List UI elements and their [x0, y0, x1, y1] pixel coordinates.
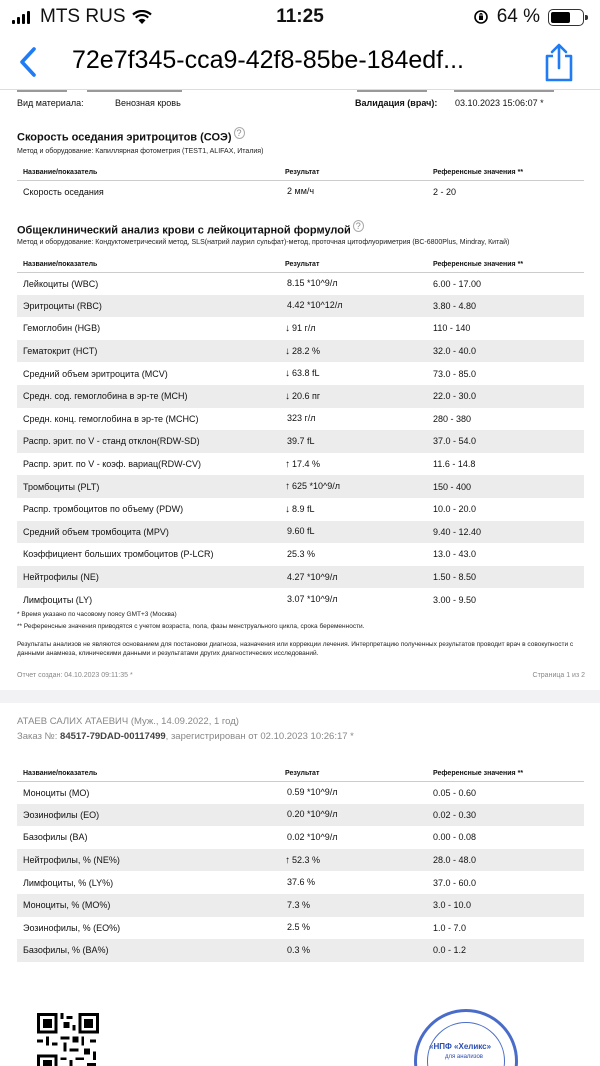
status-bar [0, 0, 600, 36]
parameter-name: Тромбоциты (PLT) [17, 475, 279, 498]
reference-range: 3.00 - 9.50 [433, 594, 477, 605]
reference-range: 280 - 380 [433, 413, 472, 424]
result-value: 63.8 fL [292, 368, 320, 379]
parameter-name: Распр. эрит. по V - коэф. вариац(RDW-CV) [23, 459, 201, 470]
page-number: Страница 1 из 2 [532, 672, 585, 679]
report-created: Отчет создан: 04.10.2023 09:11:35 * [17, 672, 133, 679]
column-header: Название/показатель [17, 258, 279, 272]
table-row [17, 939, 584, 962]
deviation-arrow-icon: ↑ [285, 854, 290, 866]
reference-range: 37.0 - 60.0 [433, 877, 477, 888]
parameter-name: Средний объем тромбоцита (MPV) [17, 521, 279, 544]
order-number: 84517-79DAD-00117499 [60, 731, 166, 742]
result-cell [279, 781, 427, 804]
result-cell [279, 180, 427, 203]
cbc-method: Метод и оборудование: Кондуктометрический метод, SLS(натрий лаурил сульфат)-метод, проточная цитофлуориметрия (BC-6800Plus, Mindray, Китай) [17, 239, 510, 246]
table-row [17, 475, 584, 498]
parameter-name: Базофилы, % (BA%) [17, 939, 279, 962]
table-row [17, 498, 584, 521]
result-cell [279, 871, 427, 894]
reference-range: 3.0 - 10.0 [427, 894, 584, 917]
result-value: 52.3 % [292, 854, 321, 865]
parameter-name: Нейтрофилы, % (NE%) [17, 849, 279, 872]
column-header: Название/показатель [17, 767, 279, 781]
reference-range: 32.0 - 40.0 [427, 340, 584, 363]
result-cell [279, 453, 427, 476]
info-icon[interactable]: ? [234, 127, 245, 139]
result-cell [279, 521, 427, 544]
report-page-2 [0, 703, 600, 1066]
parameter-name: Лимфоциты, % (LY%) [23, 877, 114, 888]
reference-range: 1.0 - 7.0 [433, 922, 467, 933]
reference-range: 0.02 - 0.30 [427, 804, 584, 827]
result-value: 323 г/л [287, 413, 316, 424]
result-cell [279, 894, 427, 917]
deviation-arrow-icon: ↓ [285, 503, 290, 515]
battery-percent: 64 % [496, 6, 540, 27]
result-value: 4.27 *10^9/л [287, 571, 338, 582]
reference-range: 37.0 - 54.0 [427, 430, 584, 453]
result-cell [279, 543, 427, 566]
column-header: Результат [279, 258, 427, 272]
reference-range: 22.0 - 30.0 [427, 385, 584, 408]
deviation-arrow-icon: ↓ [285, 390, 290, 402]
result-cell [279, 849, 427, 872]
reference-range: 0.05 - 0.60 [433, 787, 477, 798]
result-cell [279, 295, 427, 318]
table-body [17, 781, 584, 962]
reference-range: 11.6 - 14.8 [433, 459, 476, 470]
result-value: 20.6 пг [292, 390, 321, 401]
result-value: 9.60 fL [287, 526, 315, 537]
orientation-lock-icon [473, 9, 489, 25]
table-row [17, 453, 584, 476]
order-info: Заказ №: 84517-79DAD-00117499, зарегистрирован от 02.10.2023 10:26:17 * [17, 731, 354, 742]
parameter-name: Средн. конц. гемоглобина в эр-те (MCHC) [23, 413, 199, 424]
result-value: 7.3 % [287, 899, 311, 910]
parameter-name: Распр. эрит. по V - станд отклон(RDW-SD) [17, 430, 279, 453]
column-header: Название/показатель [17, 166, 279, 180]
deviation-arrow-icon: ↓ [285, 368, 290, 380]
result-value: 3.07 *10^9/л [287, 594, 338, 605]
table-header [17, 767, 584, 781]
parameter-name: Распр. тромбоцитов по объему (PDW) [23, 504, 184, 515]
table-row [17, 362, 584, 385]
table-row [17, 588, 584, 611]
result-cell [279, 340, 427, 363]
stamp-subtitle: для анализов [445, 1054, 483, 1060]
clock: 11:25 [276, 6, 324, 27]
table-row [17, 340, 584, 363]
result-cell [279, 408, 427, 431]
result-value: 0.3 % [287, 944, 311, 955]
patient-info: АТАЕВ САЛИХ АТАЕВИЧ (Муж., 14.09.2022, 1 год) [17, 716, 239, 727]
cropped-header-line [17, 90, 577, 94]
parameter-name: Средний объем эритроцита (MCV) [23, 368, 168, 379]
result-value: 2.5 % [287, 922, 311, 933]
column-header: Референсные значения ** [427, 767, 584, 781]
parameter-name: Лейкоциты (WBC) [23, 278, 99, 289]
soe-section-title: Скорость оседания эритроцитов (СОЭ) ? [17, 128, 245, 144]
soe-method: Метод и оборудование: Капиллярная фотометрия (TEST1, ALIFAX, Италия) [17, 148, 264, 155]
result-value: 2 мм/ч [287, 186, 315, 197]
reference-range: 2 - 20 [433, 186, 457, 197]
back-icon[interactable] [12, 44, 46, 80]
parameter-name: Моноциты, % (MO%) [17, 894, 279, 917]
result-value: 17.4 % [292, 458, 321, 469]
disclaimer: Результаты анализов не являются основанием для постановки диагноза, назначения или коррекции лечения. Интерпретацию полученных результатов проводит врач в совокупности с данными анамнеза, клиническими данными и результатами других диагностических исследований. [17, 641, 574, 657]
result-value: 0.20 *10^9/л [287, 809, 338, 820]
result-value: 4.42 *10^12/л [287, 300, 343, 311]
column-header: Референсные значения ** [427, 166, 584, 180]
result-value: 28.2 % [292, 345, 321, 356]
validation-label: Валидация (врач): [355, 98, 438, 108]
parameter-name: Нейтрофилы (NE) [17, 566, 279, 589]
parameter-name: Эозинофилы, % (EO%) [23, 922, 121, 933]
table-row [17, 917, 584, 940]
result-value: 39.7 fL [287, 435, 315, 446]
footnote-timezone: * Время указано по часовому поясу GMT+3 (Москва) [17, 611, 177, 618]
info-icon[interactable]: ? [353, 220, 364, 232]
parameter-name: Базофилы (BA) [23, 832, 88, 843]
table-body [17, 180, 584, 203]
result-cell [279, 385, 427, 408]
carrier-name: MTS RUS [40, 6, 126, 27]
parameter-name: Эозинофилы (EO) [17, 804, 279, 827]
table-row [17, 521, 584, 544]
table-row [17, 180, 584, 203]
result-cell [279, 804, 427, 827]
result-cell [279, 475, 427, 498]
qr-code [37, 1013, 99, 1066]
table-header [17, 166, 584, 180]
result-value: 0.02 *10^9/л [287, 831, 338, 842]
navigation-bar [0, 36, 600, 90]
table-body [17, 272, 584, 611]
parameter-name: Скорость оседания [23, 186, 104, 197]
cbc-table [17, 258, 584, 611]
result-cell [279, 917, 427, 940]
result-cell [279, 498, 427, 521]
material-value: Венозная кровь [115, 98, 181, 108]
result-value: 625 *10^9/л [292, 481, 341, 492]
reference-range: 150 - 400 [427, 475, 584, 498]
table-row [17, 385, 584, 408]
column-header: Результат [279, 166, 427, 180]
reference-range: 110 - 140 [433, 323, 471, 334]
stamp-name: «НПФ «Хеликс» [429, 1042, 492, 1051]
material-label: Вид материала: [17, 98, 84, 108]
result-value: 8.15 *10^9/л [287, 278, 338, 289]
table-row [17, 849, 584, 872]
result-cell [279, 939, 427, 962]
table-row [17, 317, 584, 340]
cbc-section-title: Общеклинический анализ крови с лейкоцитарной формулой ? [17, 221, 364, 237]
result-value: 37.6 % [287, 877, 316, 888]
deviation-arrow-icon: ↓ [285, 345, 290, 357]
reference-range: 28.0 - 48.0 [427, 849, 584, 872]
reference-range: 9.40 - 12.40 [427, 521, 584, 544]
table-row [17, 781, 584, 804]
reference-range: 6.00 - 17.00 [433, 278, 482, 289]
table-row [17, 894, 584, 917]
result-value: 91 г/л [292, 322, 316, 333]
reference-range: 0.0 - 1.2 [427, 939, 584, 962]
result-value: 25.3 % [287, 548, 316, 559]
result-cell [279, 317, 427, 340]
table-row [17, 871, 584, 894]
reference-range: 3.80 - 4.80 [427, 295, 584, 318]
result-cell [279, 566, 427, 589]
table-row [17, 430, 584, 453]
parameter-name: Моноциты (MO) [23, 787, 90, 798]
result-cell [279, 272, 427, 295]
parameter-name: Гемоглобин (HGB) [23, 323, 101, 334]
table-row [17, 804, 584, 827]
parameter-name: Лимфоциты (LY) [23, 594, 93, 605]
validation-value: 03.10.2023 15:06:07 * [455, 98, 544, 108]
result-value: 0.59 *10^9/л [287, 787, 338, 798]
parameter-name: Коэффициент больших тромбоцитов (P-LCR) [23, 549, 214, 560]
footnote-reference: ** Референсные значения приводятся с учетом возраста, пола, фазы менструального цикла, срока беременности. [17, 623, 365, 630]
column-header: Результат [279, 767, 427, 781]
table-row [17, 295, 584, 318]
parameter-name: Эритроциты (RBC) [17, 295, 279, 318]
soe-table [17, 166, 584, 203]
column-header: Референсные значения ** [427, 258, 584, 272]
deviation-arrow-icon: ↑ [285, 481, 290, 493]
reference-range: 0.00 - 0.08 [433, 832, 477, 843]
reference-range: 13.0 - 43.0 [433, 549, 477, 560]
deviation-arrow-icon: ↓ [285, 322, 290, 334]
parameter-name: Средн. сод. гемоглобина в эр-те (MCH) [17, 385, 279, 408]
table-header [17, 258, 584, 272]
battery-level [551, 12, 570, 23]
table-row [17, 272, 584, 295]
battery-icon [548, 9, 584, 26]
table-row [17, 408, 584, 431]
result-cell [279, 826, 427, 849]
result-cell [279, 362, 427, 385]
reference-range: 1.50 - 8.50 [427, 566, 584, 589]
lab-stamp [414, 1009, 518, 1066]
result-cell [279, 430, 427, 453]
share-icon[interactable] [542, 42, 576, 82]
document-title: 72e7f345-cca9-42f8-85be-184edf... [72, 46, 464, 74]
reference-range: 73.0 - 85.0 [433, 368, 477, 379]
result-value: 8.9 fL [292, 503, 315, 514]
parameter-name: Гематокрит (HCT) [17, 340, 279, 363]
deviation-arrow-icon: ↑ [285, 458, 290, 470]
reference-range: 10.0 - 20.0 [433, 504, 477, 515]
table-row [17, 566, 584, 589]
table-row [17, 826, 584, 849]
cbc-continued-table [17, 767, 584, 962]
report-page-1 [0, 90, 600, 690]
table-row [17, 543, 584, 566]
result-cell [279, 588, 427, 611]
